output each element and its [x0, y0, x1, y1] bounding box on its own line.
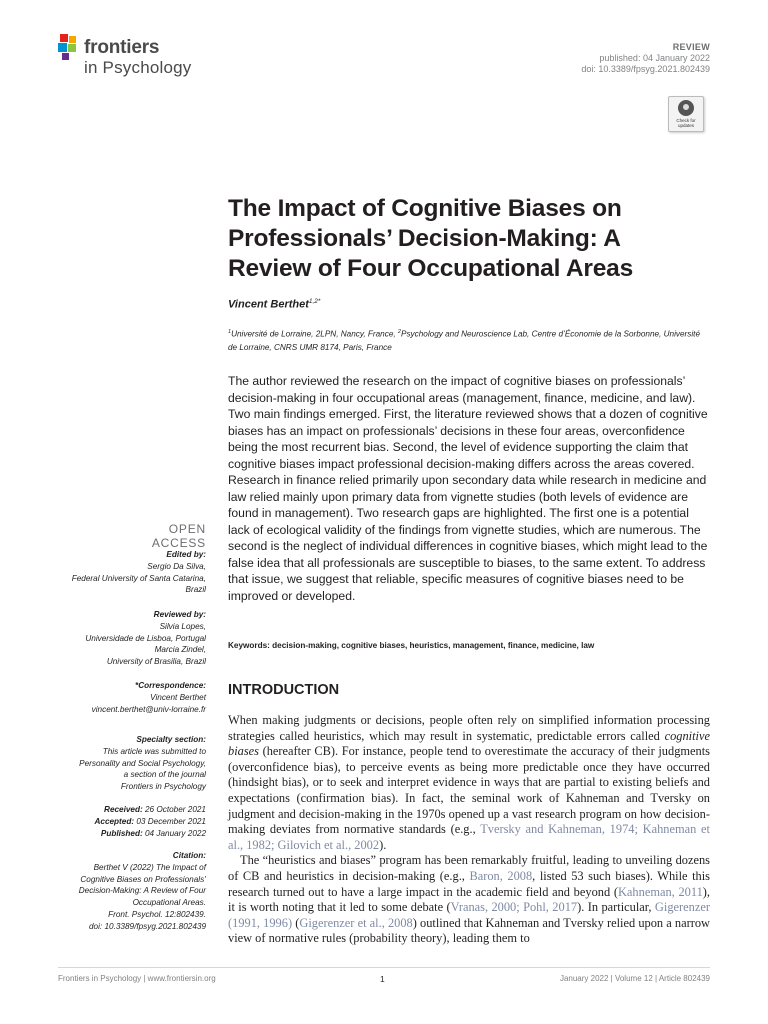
published-date-side: [6, 828, 206, 840]
affil-1-sup: 1: [228, 329, 232, 335]
citation-line: Occupational Areas.: [132, 898, 206, 908]
reviewer-name[interactable]: Silvia Lopes,: [159, 621, 206, 631]
p2-text-f: ) outlined that Kahneman and Tversky relied upon a narrow view of normative rules (probability theory), leading them to: [228, 915, 711, 946]
p2-text-a: The “heuristics and biases” program has been remarkably fruitful, leading to unveiling dozens of CB and heuristics in decision-making (e.g.,: [228, 853, 710, 883]
citation-label: Citation:: [172, 851, 206, 860]
published-value: 04 January 2022: [142, 828, 206, 838]
keywords: [228, 641, 712, 650]
author-name-text: Vincent Berthet: [228, 298, 309, 311]
accepted-label: Accepted:: [94, 816, 135, 826]
citation-link[interactable]: Gigerenzer (1991, 1996): [228, 900, 710, 930]
citation-link[interactable]: Kahneman, 2011: [617, 884, 703, 899]
received-label: Received:: [104, 805, 143, 814]
correspondence-label: *Correspondence:: [135, 681, 206, 690]
affil-2: Psychology and Neuroscience Lab, Centre d’Économie de la Sorbonne, Université de Lorraine, CNRS UMR 8174, Paris, France: [228, 329, 701, 352]
editor-name[interactable]: Sergio Da Silva,: [147, 561, 206, 571]
reviewer-affil: Universidade de Lisboa, Portugal: [85, 633, 206, 643]
edited-by-block: [6, 549, 206, 596]
citation-link[interactable]: Baron, 2008: [469, 868, 533, 883]
article-title: The Impact of Cognitive Biases on Professionals’ Decision-Making: A Review of Four Occupational Areas: [228, 195, 634, 282]
crossmark-icon: [678, 100, 694, 116]
editor-affil: Federal University of Santa Catarina,: [71, 573, 206, 583]
received-date: [6, 804, 206, 816]
edited-by-label: Edited by:: [166, 550, 206, 559]
abstract: The author reviewed the research on the impact of cognitive biases on professionals’ decision-making in four occupational areas (management, finance, medicine, and law). Two main findings emerged. First, the literature reviewed shows that a dozen of cognitive biases has an impact on professionals’ decisions in these four areas, overconfidence being the most recurrent bias. Second, the level of evidence supporting the claim that cognitive biases impact professional decision-making differs across the areas covered. Research in finance relied primarily upon secondary data while research in medicine and law relied mainly upon primary data from vignette studies (both levels of evidence are found in management). Two research gaps are highlighted. The first one is a potential lack of ecological validity of the findings from vignette studies, which are numerous. The second is the neglect of individual differences in cognitive biases, which might lead to the false idea that all professionals are susceptible to biases, to the same extent. To address that issue, we suggest that reliable, specific measures of cognitive biases need to be improved or developed.: [228, 374, 708, 603]
affil-2-sup: 2: [397, 329, 401, 335]
logo-wordmark: frontiers: [84, 37, 160, 58]
specialty-line: a section of the journal: [123, 770, 206, 780]
check-for-updates-button[interactable]: [668, 96, 704, 132]
paragraph: [228, 853, 710, 947]
correspondence-name: Vincent Berthet: [150, 692, 206, 702]
keywords-list: decision-making, cognitive biases, heuristics, management, finance, medicine, law: [269, 641, 595, 650]
citation-line: Cognitive Biases on Professionals’: [80, 874, 206, 884]
section-heading-introduction: INTRODUCTION: [228, 682, 340, 698]
p2-text-c: ), it is worth noting that it led to some debate (: [228, 884, 711, 915]
affiliations: [228, 326, 708, 354]
reviewer-name[interactable]: Marcia Zindel,: [154, 645, 206, 655]
reviewer-affil: University of Brasilia, Brazil: [106, 657, 206, 667]
logo-journal-name: in Psychology: [84, 58, 192, 77]
correspondence-email[interactable]: vincent.berthet@univ-lorraine.fr: [91, 704, 206, 714]
published-date: published: 04 January 2022: [599, 53, 710, 63]
specialty-line: Personality and Social Psychology,: [79, 758, 206, 768]
citation-line: Berthet V (2022) The Impact of: [93, 862, 206, 872]
citation-link[interactable]: Gigerenzer et al., 2008: [299, 915, 413, 930]
specialty-section-block: [6, 734, 206, 793]
specialty-line: This article was submitted to: [102, 746, 206, 756]
specialty-section-label: Specialty section:: [136, 735, 206, 744]
p2-text-e: (: [292, 915, 300, 930]
citation-block: [6, 850, 206, 933]
footer-divider: [58, 967, 710, 968]
editor-country: Brazil: [185, 585, 206, 595]
footer-issue-info: January 2022 | Volume 12 | Article 802439: [559, 974, 710, 983]
footer-journal-link[interactable]: Frontiers in Psychology | www.frontiersin.org: [58, 974, 216, 983]
author-superscript: 1,2*: [308, 298, 321, 305]
citation-doi[interactable]: doi: 10.3389/fpsyg.2021.802439: [89, 921, 206, 931]
p1-emphasis: cognitive biases: [228, 728, 710, 759]
article-type: REVIEW: [672, 42, 710, 52]
reviewed-by-label: Reviewed by:: [153, 610, 206, 619]
citation-line: Decision-Making: A Review of Four: [78, 886, 206, 896]
frontiers-logo-icon: [58, 34, 82, 60]
p1-text-b: (hereafter CB). For instance, people tend to overestimate the accuracy of their judgments (overconfidence bias), to perceive events as being more predictable once they have occurred (hindsight bias), or to seek and interpret evidence in ways that are partial to existing beliefs and expectations (confirmation bias). In fact, the seminal work of Kahneman and Tversky on judgment and decision-making in the 1970s opened up a vast research program on how decision-making deviates from normative standards (e.g.,: [228, 744, 710, 837]
frontiers-logo[interactable]: [58, 32, 208, 78]
body-text: [228, 713, 710, 947]
dates-block: [6, 804, 206, 839]
article-meta-header: [581, 42, 710, 75]
citation-link[interactable]: Tversky and Kahneman, 1974; Kahneman et al., 1982; Gilovich et al., 2002: [228, 822, 710, 852]
p2-text-b: , listed 53 such biases). While this research turned out to have a large impact in the academic field and beyond (: [228, 868, 710, 899]
published-label: Published:: [100, 828, 143, 838]
p2-text-d: ). In particular,: [577, 900, 655, 915]
page-number: 1: [380, 974, 385, 984]
reviewed-by-block: [6, 609, 206, 668]
keywords-label: Keywords:: [228, 641, 270, 650]
p1-text-a: When making judgments or decisions, people often rely on simplified information processing strategies called heuristics, which may result in systematic, predictable errors called: [228, 713, 710, 743]
open-access-label: OPEN ACCESS: [151, 522, 206, 550]
paragraph: [228, 713, 710, 853]
accepted-date: [6, 816, 206, 828]
doi-header[interactable]: doi: 10.3389/fpsyg.2021.802439: [581, 64, 710, 74]
check-for-updates-label: Check for updates: [676, 118, 696, 128]
citation-link[interactable]: Vranas, 2000; Pohl, 2017: [450, 900, 578, 915]
citation-line: Front. Psychol. 12:802439.: [108, 909, 206, 919]
author-name[interactable]: [228, 298, 320, 311]
p1-text-c: ).: [379, 837, 387, 852]
affil-1: Université de Lorraine, 2LPN, Nancy, France,: [231, 329, 398, 339]
specialty-line: Frontiers in Psychology: [120, 782, 206, 792]
received-value: 26 October 2021: [142, 805, 206, 814]
accepted-value: 03 December 2021: [134, 816, 206, 826]
correspondence-block: [6, 680, 206, 715]
